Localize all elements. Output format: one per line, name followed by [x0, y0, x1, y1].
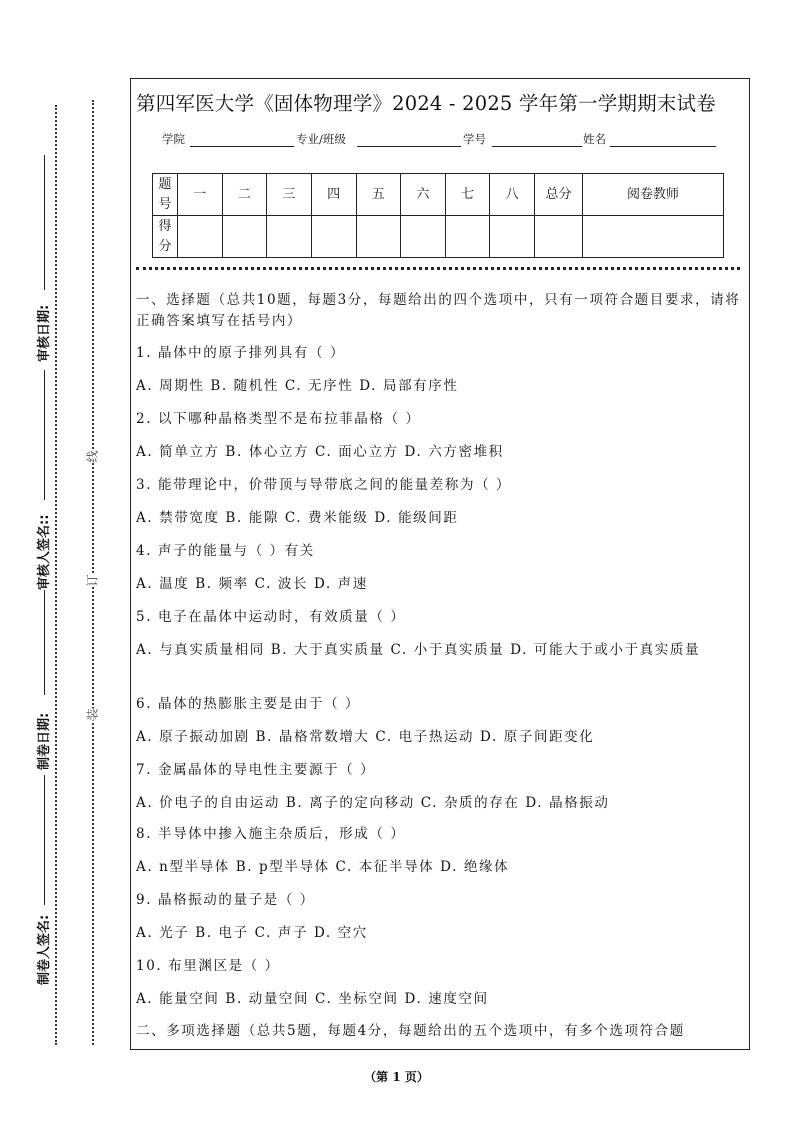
- make-date-line: [44, 775, 45, 905]
- exam-title: 第四军医大学《固体物理学》2024 - 2025 学年第一学期期末试卷: [136, 92, 716, 115]
- col-header: 七: [445, 174, 490, 216]
- question-options: A. 简单立方 B. 体心立方 C. 面心立方 D. 六方密堆积: [136, 444, 504, 460]
- question-text: 10. 布里渊区是（ ）: [136, 958, 280, 974]
- col-header-grader: 阅卷教师: [583, 174, 724, 216]
- question-text: 6. 晶体的热膨胀主要是由于（ ）: [136, 696, 361, 712]
- question-options: A. n型半导体 B. p型半导体 C. 本征半导体 D. 绝缘体: [136, 859, 510, 875]
- binding-dotted-line-inner: [92, 100, 94, 1045]
- col-header: 二: [222, 174, 267, 216]
- review-date-line: [44, 155, 45, 290]
- question-options: A. 温度 B. 频率 C. 波长 D. 声速: [136, 576, 368, 592]
- question-options: A. 能量空间 B. 动量空间 C. 坐标空间 D. 速度空间: [136, 991, 489, 1007]
- question-text: 1. 晶体中的原子排列具有（ ）: [136, 345, 346, 361]
- make-date-label: 制卷日期:: [37, 712, 52, 770]
- major-label: 专业/班级: [296, 132, 346, 146]
- major-field[interactable]: [357, 146, 461, 147]
- question-text: 4. 声子的能量与（ ）有关: [136, 543, 315, 559]
- reviewer-sign-line: [44, 370, 45, 500]
- col-header: 一: [178, 174, 223, 216]
- name-field[interactable]: [610, 146, 716, 147]
- question-options: A. 禁带宽度 B. 能隙 C. 费米能级 D. 能级间距: [136, 510, 459, 526]
- page-number: （第 1 页）: [364, 1070, 429, 1084]
- student-id-field[interactable]: [492, 146, 582, 147]
- col-header: 四: [311, 174, 356, 216]
- mark-bind: 订: [85, 574, 100, 587]
- review-date-label: 审核日期:: [37, 304, 52, 362]
- name-label: 姓名: [583, 132, 606, 146]
- separator-dotted-line: [136, 267, 740, 270]
- question-options: A. 光子 B. 电子 C. 声子 D. 空穴: [136, 925, 368, 941]
- question-text: 7. 金属晶体的导电性主要源于（ ）: [136, 762, 376, 778]
- score-header-row: [153, 174, 724, 216]
- question-options: A. 原子振动加剧 B. 晶格常数增大 C. 电子热运动 D. 原子间距变化: [136, 729, 595, 745]
- question-options: A. 价电子的自由运动 B. 离子的定向移动 C. 杂质的存在 D. 晶格振动: [136, 795, 610, 811]
- col-header: 三: [267, 174, 312, 216]
- score-table: [152, 173, 724, 258]
- college-field[interactable]: [190, 146, 294, 147]
- binding-dotted-line-outer: [55, 105, 57, 1045]
- score-cell-total[interactable]: [535, 216, 583, 258]
- score-cell[interactable]: [490, 216, 535, 258]
- question-options: A. 与真实质量相同 B. 大于真实质量 C. 小于真实质量 D. 可能大于或小于真实质量: [136, 642, 701, 658]
- col-header: 六: [401, 174, 446, 216]
- reviewer-sign-line-2: [44, 590, 45, 695]
- score-cell[interactable]: [445, 216, 490, 258]
- row-label-score: 得分: [153, 216, 178, 258]
- reviewer-sign-label: 审核人签名::: [37, 514, 52, 590]
- col-header: 八: [490, 174, 535, 216]
- row-label-question-no: 题号: [153, 174, 178, 216]
- score-cell[interactable]: [311, 216, 356, 258]
- college-label: 学院: [162, 132, 185, 146]
- mark-line: 线: [85, 450, 100, 463]
- maker-sign-label: 制卷人签名:: [37, 914, 52, 985]
- score-cell[interactable]: [267, 216, 312, 258]
- question-text: 8. 半导体中掺入施主杂质后，形成（ ）: [136, 826, 406, 842]
- question-text: 9. 晶格振动的量子是（ ）: [136, 892, 315, 908]
- score-cell[interactable]: [356, 216, 401, 258]
- mark-pack: 装: [85, 708, 100, 721]
- question-text: 3. 能带理论中，价带顶与导带底之间的能量差称为（ ）: [136, 477, 512, 493]
- score-cell-grader[interactable]: [583, 216, 724, 258]
- section-1-heading: 一、选择题（总共10题，每题3分，每题给出的四个选项中，只有一项符合题目要求，请将正确答案填写在括号内）: [136, 292, 741, 329]
- student-id-label: 学号: [463, 132, 486, 146]
- question-text: 2. 以下哪种晶格类型不是布拉菲晶格（ ）: [136, 411, 421, 427]
- score-cell[interactable]: [222, 216, 267, 258]
- score-cell[interactable]: [178, 216, 223, 258]
- section-2-heading: 二、多项选择题（总共5题，每题4分，每题给出的五个选项中，有多个选项符合题: [136, 1023, 685, 1039]
- col-header-total: 总分: [535, 174, 583, 216]
- col-header: 五: [356, 174, 401, 216]
- score-cell[interactable]: [401, 216, 446, 258]
- question-options: A. 周期性 B. 随机性 C. 无序性 D. 局部有序性: [136, 378, 459, 394]
- score-value-row: [153, 216, 724, 258]
- question-text: 5. 电子在晶体中运动时，有效质量（ ）: [136, 609, 406, 625]
